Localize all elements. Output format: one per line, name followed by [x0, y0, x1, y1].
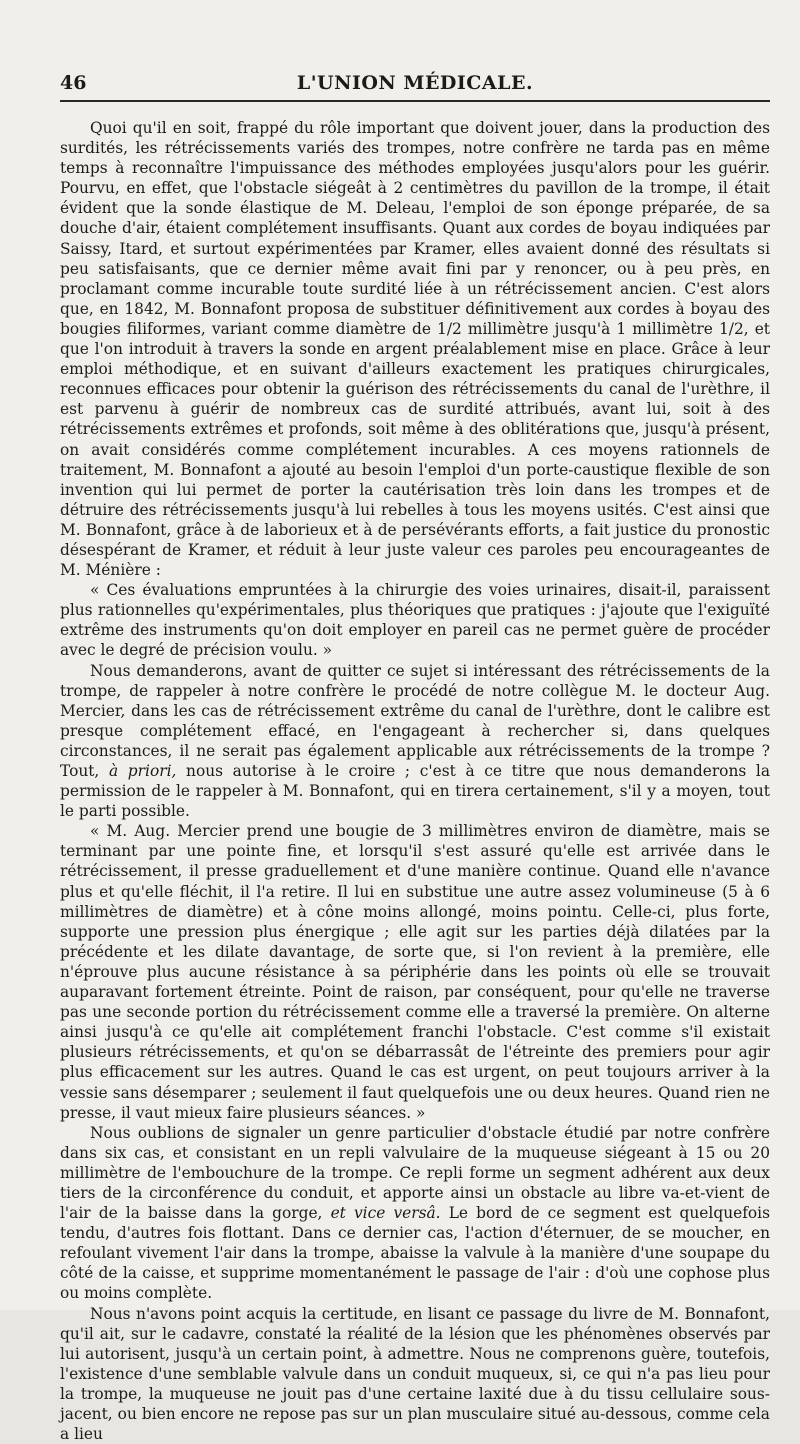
page-number: 46 [60, 72, 87, 94]
italic-phrase: à priori, [108, 762, 177, 780]
paragraph [60, 118, 770, 580]
quotation-paragraph [60, 580, 770, 660]
paragraph-text: nous autorise à le croire ; c'est à ce titre que nous demanderons la permission de le rappeler à M. Bonnafont, qui en tirera certainement, s'il y a moyen, tout le parti possible. [60, 762, 770, 821]
paragraph [60, 661, 770, 822]
paragraph-text: Quoi qu'il en soit, frappé du rôle important que doivent jouer, dans la production des surdités, les rétrécissements variés des trompes, notre confrère ne tarda pas en même temps à reconnaître l'impuissance des méthodes employées jusqu'alors pour les guérir. Pourvu, en effet, que l'obstacle siégeât à 2 centimètres du pavillon de la trompe, il était évident que la sonde élastique de M. Deleau, l'emploi de son éponge préparée, de sa douche d'air, étaient complétement insuffisants. Quant aux cordes de boyau indiquées par Saissy, Itard, et surtout expérimentées par Kramer, elles avaient donné des résultats si peu satisfaisants, que ce dernier même avait fini par y renoncer, ou à peu près, en proclamant comme incurable toute surdité liée à un rétrécissement ancien. C'est alors que, en 1842, M. Bonnafont proposa de substituer définitivement aux cordes à boyau des bougies filiformes, variant comme diamètre de 1/2 millimètre jusqu'à 1 millimètre 1/2, et que l'on introduit à travers la sonde en argent préalablement mise en place. Grâce à leur emploi méthodique, et en suivant d'ailleurs exactement les pratiques chirurgicales, reconnues efficaces pour obtenir la guérison des rétrécissements du canal de l'urèthre, il est parvenu à guérir de nombreux cas de surdité attribués, avant lui, soit à des rétrécissements extrêmes et profonds, soit même à des oblitérations que, jusqu'à présent, on avait considérés comme complétement incurables. A ces moyens rationnels de traitement, M. Bonnafont a ajouté au besoin l'emploi d'un porte-caustique flexible de son invention qui lui permet de porter la cautérisation très loin dans les trompes et de détruire des rétrécissements jusqu'à lui rebelles à tous les moyens usités. C'est ainsi que M. Bonnafont, grâce à de laborieux et à de persévérants efforts, a fait justice du pronostic désespérant de Kramer, et réduit à leur juste valeur ces paroles peu encourageantes de M. Ménière : [60, 119, 770, 580]
header-rule [60, 100, 770, 102]
italic-phrase: et vice versâ. [330, 1204, 441, 1223]
paragraph-text: Le bord de ce segment est quelquefois tendu, d'autres fois flottant. Dans ce dernier cas, l'action d'éternuer, de se moucher, en refoulant vivement l'air dans la trompe, abaisse la valvule à la manière d'une soupape du côté de la caisse, et supprime momentanément le passage de l'air : d'où une cophose plus ou moins complète. [60, 1204, 770, 1303]
journal-title: L'UNION MÉDICALE. [296, 72, 534, 94]
running-head [60, 62, 770, 96]
paragraph-text: « Ces évaluations empruntées à la chirurgie des voies urinaires, disait-il, paraissent plus rationnelles qu'expérimentales, plus théoriques que pratiques : j'ajoute que l'exiguïté extrême des instruments qu'on doit employer en pareil cas ne permet guère de procéder avec le degré de précision voulu. » [60, 581, 770, 660]
paragraph-text: « M. Aug. Mercier prend une bougie de 3 millimètres environ de diamètre, mais se terminant par une pointe fine, et lorsqu'il s'est assuré qu'elle est arrivée dans le rétrécissement, il presse graduellement et d'une manière continue. Quand elle n'avance plus et qu'elle fléchit, il l'a retire. Il lui en substitue une autre assez volumineuse (5 à 6 millimètres de diamètre) et à cône moins allongé, moins pointu. Celle-ci, plus forte, supporte une pression plus énergique ; elle agit sur les parties déjà dilatées par la précédente et les dilate davantage, de sorte que, si l'on revient à la première, elle n'éprouve plus aucune résistance à sa périphérie dans les points où elle se trouvait auparavant fortement étreinte. Point de raison, par conséquent, pour qu'elle ne traverse pas une seconde portion du rétrécissement comme elle a traversé la première. On alterne ainsi jusqu'à ce qu'elle ait complétement franchi l'obstacle. C'est comme s'il existait plusieurs rétrécissements, et qu'on se débarrassât de l'étreinte des premiers pour agir plus efficacement sur les autres. Quand le cas est urgent, on peut toujours arriver à la vessie sans désemparer ; seulement il faut quelquefois une ou deux heures. Quand rien ne presse, il vaut mieux faire plusieurs séances. » [60, 822, 770, 1122]
paragraph-text: Nous oublions de signaler un genre particulier d'obstacle étudié par notre confrère dans six cas, et consistant en un repli valvulaire de la muqueuse siégeant à 15 ou 20 millimètre de l'embouchure de la trompe. Ce repli forme un segment adhérent aux deux tiers de la circonférence du conduit, et apporte ainsi un obstacle au libre va-et-vient de l'air de la baisse dans la gorge, [60, 1123, 770, 1223]
paragraph-text: Nous demanderons, avant de quitter ce sujet si intéressant des rétrécissements de la trompe, de rappeler à notre confrère le procédé de notre collègue M. le docteur Aug. Mercier, dans les cas de rétrécissement extrême du canal de l'urèthre, dont le calibre est presque complétement effacé, en l'engageant à rechercher si, dans quelques circonstances, il ne serait pas également applicable aux rétrécissements de la trompe ? Tout, [60, 661, 770, 780]
quotation-paragraph [60, 821, 770, 1122]
paragraph [60, 1304, 770, 1444]
paragraph [60, 1123, 770, 1304]
article-body [60, 118, 770, 1444]
paragraph-text: Nous n'avons point acquis la certitude, en lisant ce passage du livre de M. Bonnafont, qu'il ait, sur le cadavre, constaté la réalité de la lésion que les phénomènes observés par lui autorisent, jusqu'à un certain point, à admettre. Nous ne comprenons guère, toutefois, l'existence d'une semblable valvule dans un conduit muqueux, si, ce qui n'a pas lieu pour la trompe, la muqueuse ne jouit pas d'une certaine laxité due à du tissu cellulaire sous-jacent, ou bien encore ne repose pas sur un plan musculaire situé au-dessous, comme cela a lieu [60, 1304, 770, 1444]
